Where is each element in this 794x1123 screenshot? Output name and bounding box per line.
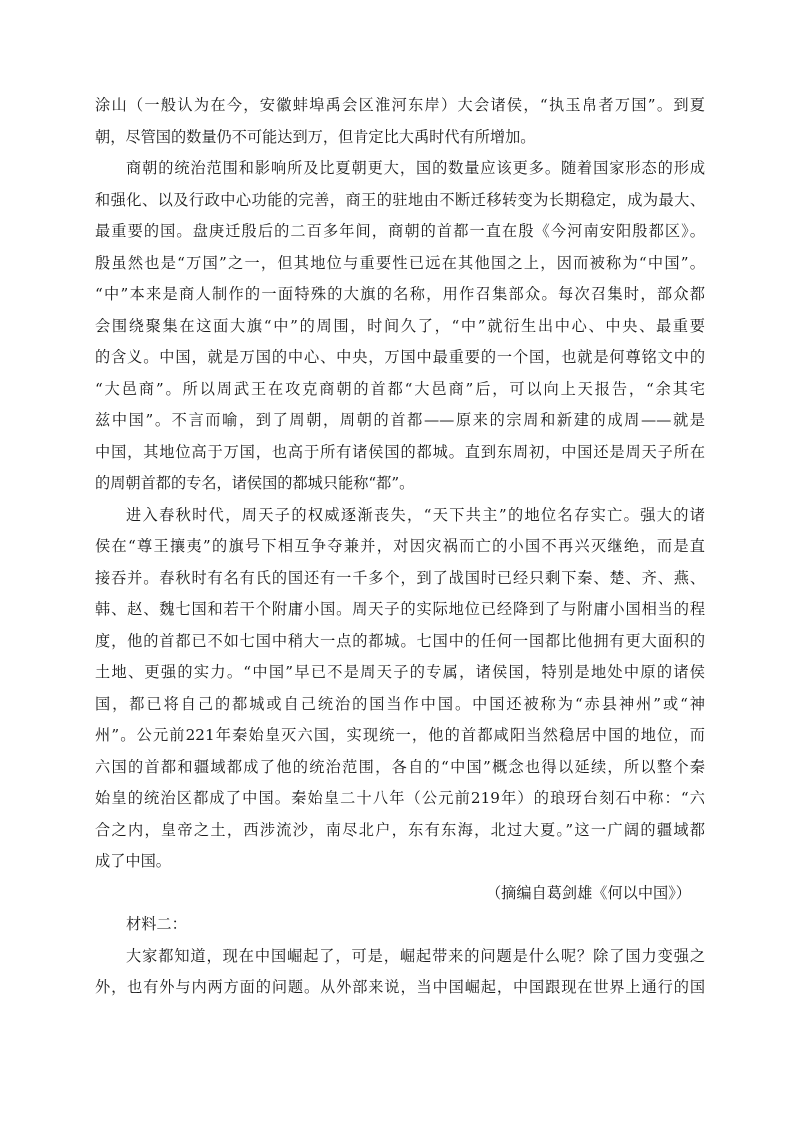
text-line: 涂山（一般认为在今，安徽蚌埠禹会区淮河东岸）大会诸侯，“执玉帛者万国”。到夏 bbox=[95, 96, 705, 114]
source-citation: （摘编自葛剑雄《何以中国》） bbox=[485, 883, 691, 902]
text-line: 六国的首都和疆域都成了他的统治范围，各自的“中国”概念也得以延续，所以整个秦 bbox=[95, 757, 705, 776]
text-line: 和强化、以及行政中心功能的完善，商王的驻地由不断迁移转变为长期稳定，成为最大、 bbox=[95, 190, 705, 209]
text-line: 侯在“尊王攘夷”的旗号下相互争夺兼并，对因灾祸而亡的小国不再兴灭继绝，而是直 bbox=[95, 537, 705, 555]
text-line: “大邑商”。所以周武王在攻克商朝的首都“大邑商”后，可以向上天报告，“余其宅 bbox=[95, 379, 705, 398]
text-line: 州”。公元前221年秦始皇灭六国，实现统一，他的首都咸阳当然稳居中国的地位，而 bbox=[95, 726, 705, 744]
text-line: 国，都已将自己的都城或自己统治的国当作中国。中国还被称为“赤县神州”或“神 bbox=[95, 694, 705, 713]
paragraph-start-line: 进入春秋时代，周天子的权威逐渐丧失，“天下共主”的地位名存实亡。强大的诸 bbox=[126, 505, 705, 524]
text-line: 的周朝首都的专名，诸侯国的都城只能称“都”。 bbox=[95, 474, 415, 492]
text-line: 中国，其地位高于万国，也高于所有诸侯国的都城。直到东周初，中国还是周天子所在 bbox=[95, 442, 705, 461]
text-line: 合之内，皇帝之土，西涉流沙，南尽北户，东有东海，北过大夏。”这一广阔的疆域都 bbox=[95, 820, 705, 839]
paragraph-start-line: 商朝的统治范围和影响所及比夏朝更大，国的数量应该更多。随着国家形态的形成 bbox=[126, 159, 705, 177]
text-line: 度，他的首都已不如七国中稍大一点的都城。七国中的任何一国都比他拥有更大面积的 bbox=[95, 631, 705, 650]
body-text bbox=[95, 90, 705, 1004]
text-line: 朝，尽管国的数量仍不可能达到万，但肯定比大禹时代有所增加。 bbox=[95, 127, 536, 146]
text-line: 殷虽然也是“万国”之一，但其地位与重要性已远在其他国之上，因而被称为“中国”。 bbox=[95, 253, 705, 272]
text-line: 始皇的统治区都成了中国。秦始皇二十八年（公元前219年）的琅玡台刻石中称：“六 bbox=[95, 789, 705, 807]
text-line: 韩、赵、魏七国和若干个附庸小国。周天子的实际地位已经降到了与附庸小国相当的程 bbox=[95, 600, 705, 618]
text-line: “中”本来是商人制作的一面特殊的大旗的名称，用作召集部众。每次召集时，部众都 bbox=[95, 285, 705, 303]
text-line: 土地、更强的实力。“中国”早已不是周天子的专属，诸侯国，特别是地处中原的诸侯 bbox=[95, 663, 705, 681]
text-line: 会围绕聚集在这面大旗“中”的周围，时间久了，“中”就衍生出中心、中央、最重要 bbox=[95, 316, 705, 335]
text-line: 成了中国。 bbox=[95, 852, 171, 870]
text-line: 接吞并。春秋时有名有氏的国还有一千多个，到了战国时已经只剩下秦、楚、齐、燕、 bbox=[95, 568, 705, 587]
text-line: 最重要的国。盘庚迁殷后的二百多年间，商朝的首都一直在殷《今河南安阳殷都区》。 bbox=[95, 222, 705, 240]
paragraph-start-line: 大家都知道，现在中国崛起了，可是，崛起带来的问题是什么呢？除了国力变强之 bbox=[126, 946, 705, 965]
section-heading: 材料二： bbox=[126, 915, 187, 933]
text-line: 的含义。中国，就是万国的中心、中央，万国中最重要的一个国，也就是何尊铭文中的 bbox=[95, 348, 705, 366]
text-line: 兹中国”。不言而喻，到了周朝，周朝的首都——原来的宗周和新建的成周——就是 bbox=[95, 411, 705, 429]
text-line: 外，也有外与内两方面的问题。从外部来说，当中国崛起，中国跟现在世界上通行的国 bbox=[95, 978, 705, 996]
